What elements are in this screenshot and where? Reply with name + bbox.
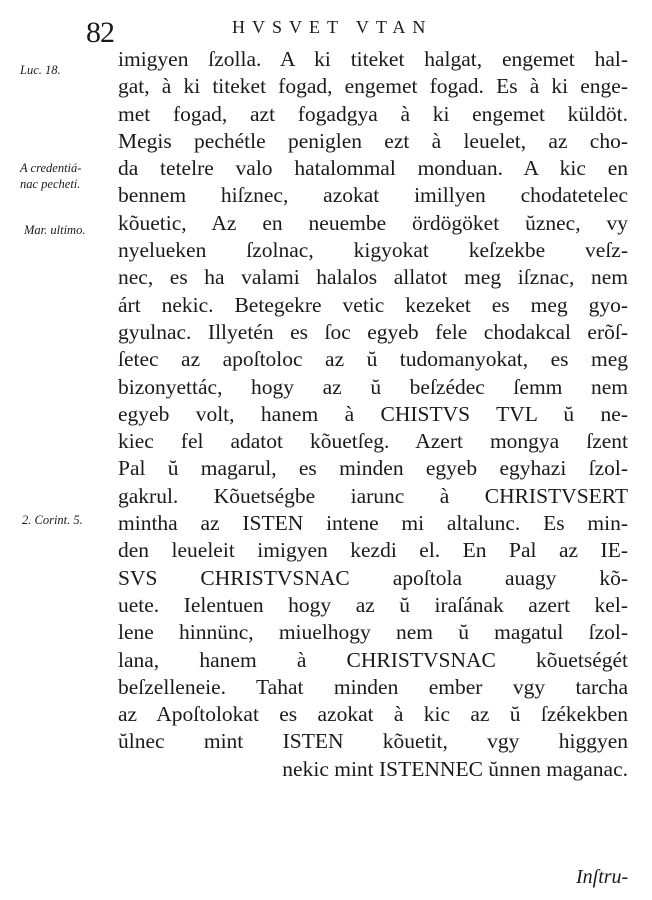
text-line: nekic mint ISTENNEC ŭnnen maganac. — [282, 756, 628, 781]
text-line: gakrul. Kõuetségbe iarunc à CHRISTVSERT — [118, 483, 628, 508]
body-text — [118, 46, 628, 783]
text-line: egyeb volt, hanem à CHISTVS TVL ŭ ne- — [118, 401, 628, 426]
text-line: ſetec az apoſtoloc az ŭ tudomanyokat, es meg — [118, 347, 628, 372]
text-line: SVS CHRISTVSNAC apoſtola auagy kõ- — [118, 565, 628, 590]
text-line: met fogad, azt fogadgya à ki engemet küldöt. — [118, 101, 628, 126]
text-line: nec, es ha valami halalos allatot meg iſznac, nem — [118, 265, 628, 290]
margin-note-corint: 2. Corint. 5. — [22, 513, 83, 527]
text-line: kiec fel adatot kõuetſeg. Azert mongya ſzent — [118, 429, 628, 454]
text-line: gat, à ki titeket fogad, engemet fogad. Es à ki enge- — [118, 74, 628, 99]
margin-note-credentia-line-1: A credentiá- — [20, 161, 82, 175]
text-line: ŭlnec mint ISTEN kõuetit, vgy higgyen — [118, 729, 628, 754]
text-line: mintha az ISTEN intene mi altalunc. Es min- — [118, 511, 628, 536]
text-line: lene hinnünc, miuelhogy nem ŭ magatul ſzol- — [118, 620, 628, 645]
text-line: árt nekic. Betegekre vetic kezeket es meg gyo- — [118, 292, 628, 317]
text-line: gyulnac. Illyetén es ſoc egyeb fele chodakcal erõſ- — [118, 319, 628, 344]
text-line: kõuetic, Az en neuembe ördögöket ŭznec, vy — [118, 210, 628, 235]
text-line: lana, hanem à CHRISTVSNAC kõuetségét — [118, 647, 628, 672]
running-head: HVSVET VTAN — [232, 17, 433, 37]
margin-note-credentia — [20, 160, 81, 192]
margin-note-luc: Luc. 18. — [20, 63, 61, 77]
text-line: bennem hiſznec, azokat imillyen chodatetelec — [118, 183, 628, 208]
text-line: Pal ŭ magarul, es minden egyeb egyhazi ſzol- — [118, 456, 628, 481]
text-line: uete. Ielentuen hogy az ŭ iraſának azert kel- — [118, 592, 628, 617]
margin-note-credentia-line-2: nac pecheti. — [20, 177, 81, 191]
catchword: Inſtru- — [576, 866, 629, 888]
text-line: bizonyettác, hogy az ŭ beſzédec ſemm nem — [118, 374, 628, 399]
text-line: da tetelre valo hatalommal monduan. A kic en — [118, 156, 628, 181]
text-line: imigyen ſzolla. A ki titeket halgat, engemet hal- — [118, 47, 628, 71]
text-line: az Apoſtolokat es azokat à kic az ŭ ſzékekben — [118, 702, 628, 727]
text-line: beſzelleneie. Tahat minden ember vgy tarcha — [118, 674, 628, 699]
text-line: Megis pechétle peniglen ezt à leuelet, az cho- — [118, 128, 628, 153]
text-line: nyelueken ſzolnac, kigyokat keſzekbe veſz- — [118, 238, 628, 263]
margin-note-mar: Mar. ultimo. — [24, 223, 86, 237]
page-number: 82 — [86, 16, 114, 49]
text-line: den leueleit imigyen kezdi el. En Pal az IE- — [118, 538, 628, 563]
